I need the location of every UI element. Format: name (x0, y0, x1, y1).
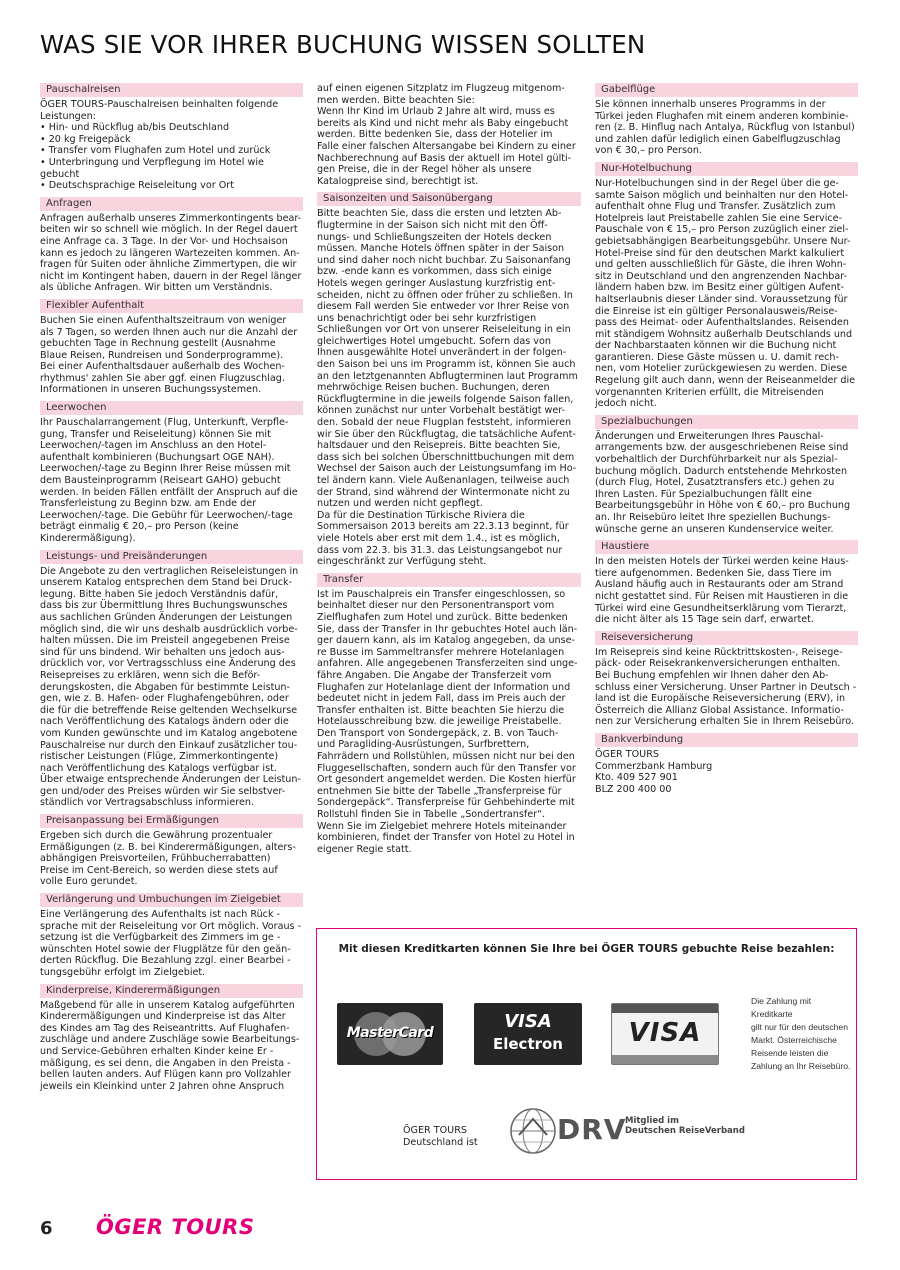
section-leistungs-und-preisaenderungen (40, 550, 303, 809)
drv-logo-text: DRV (557, 1113, 627, 1146)
page-title: WAS SIE VOR IHRER BUCHUNG WISSEN SOLLTEN (40, 30, 646, 59)
section-body: Die Angebote zu den vertraglichen Reiseleistungen in unserem Katalog entsprechen dem Stand bei Druck- legung. Bitte haben Sie jedoch Verständnis dafür, dass bis zur Übermittlung Ihres Buchungswunsches aus sachlichen Gründen Änderungen der Leistungen möglich sind, die wir uns deshalb ausdrücklich vorbe- halten müssen. Die im Preisteil angegebenen Preise sind für uns bindend. Wir behalten uns jedoch aus- drücklich vor, vor Vertragsschluss eine Änderung des Reisepreises zu erklären, wenn sich die Beför- derungskosten, die Abgaben für bestimmte Leistun- gen, wie z. B. Hafen- oder Flughafengebühren, oder die für die betreffende Reise geltenden Wechselkurse nach Veröffentlichung des Katalogs ändern oder die vom Kunden gewünschte und im Katalog angebotene Pauschalreise nur durch den Einkauf zusätzlicher tou- ristischer Leistungen (Flüge, Zimmerkontingente) nach Veröffentlichung des Katalogs verfügbar ist. Über etwaige entsprechende Änderungen der Leistun- gen und/oder des Preises würden wir Sie selbstver- ständlich vor Vertragsabschluss informieren. (40, 565, 301, 809)
section-anfragen (40, 197, 303, 294)
section-heading: Bankverbindung (595, 733, 858, 747)
column-2 (317, 83, 581, 860)
section-body: Ergeben sich durch die Gewährung prozentualer Ermäßigungen (z. B. bei Kinderermäßigungen, alters- abhängigen Preisvorteilen, Frühbucherrabatten) Preise im Cent-Bereich, so werden diese stets auf volle Euro gerundet. (40, 830, 296, 888)
visa-logo (611, 1003, 719, 1065)
visa-electron-label: Electron (492, 1035, 563, 1053)
section-body: Bitte beachten Sie, dass die ersten und letzten Ab- flugtermine in der Saison sich nicht mit den Öff- nungs- und Schließungszeiten der Hotels decken müssen. Manche Hotels öffnen später in der Saison und sind daher noch nicht buchbar. Zu Saisonanfang bzw. -ende kann es vorkommen, dass sich einige Hotels wegen geringer Auslastung kurzfristig ent- scheiden, nicht zu öffnen oder früher zu schließen. In diesem Fall werden Sie entweder vor Ihrer Reise von uns benachrichtigt oder bei sehr kurzfristigen Schließungen vor Ort von unserer Reiseleitung in ein gleichwertiges Hotel umgebucht. Sofern das von Ihnen ausgewählte Hotel unverändert in der folgen- den Saison bei uns im Programm ist, können Sie auch an den letztgenannten Abflugterminen laut Programm mehrwöchige Reisen buchen. Buchungen, deren Rückflugtermine in die jeweils folgende Saison fallen, können zunächst nur unter Vorbehalt bestätigt wer- den. Sobald der neue Flugplan feststeht, informieren wir Sie über den Rückflugtag, die tatsächliche Aufent- haltsdauer und den Reisepreis. Bitte beachten Sie, dass sich bei solchen Überschnittbuchungen mit dem Wechsel der Saison auch der Leistungsumfang im Ho- tel ändern kann. Viele Außenanlagen, teilweise auch der Strand, sind während der Wintermonate nicht zu nutzen und werden nicht gepflegt. Da für die Destination Türkische Riviera die Sommersaison 2013 bereits am 22.3.13 beginnt, für viele Hotels aber erst mit dem 1.4., ist es möglich, dass vom 22.3. bis 31.3. das Leistungsangebot nur eingeschränkt zur Verfügung steht. (317, 208, 578, 568)
drv-globe-icon (507, 1105, 559, 1157)
column-3 (595, 83, 858, 800)
section-flexibler-aufenthalt (40, 299, 303, 396)
section-heading: Reiseversicherung (595, 631, 858, 645)
visa-band-top (612, 1004, 718, 1013)
section-preisanpassung (40, 814, 303, 888)
section-saisonzeiten (317, 192, 581, 567)
brand-logo: ÖGER TOURS (96, 1215, 255, 1239)
section-reiseversicherung (595, 631, 858, 728)
section-heading: Haustiere (595, 540, 858, 554)
section-heading: Anfragen (40, 197, 303, 211)
section-body: auf einen eigenen Sitzplatz im Flugzeug mitgenom- men werden. Bitte beachten Sie: Wenn Ihr Kind im Urlaub 2 Jahre alt wird, muss es bereits als Kind und nicht mehr als Baby eingebucht werden. Bitte bedenken Sie, dass der Hotelier im Falle einer falschen Altersangabe bei Kindern zu einer Nachberechnung auf Basis der aktuell im Hotel gülti- gen Preise, die in der Regel höher als unsere Katalogpreise sind, berechtigt ist. (317, 83, 576, 187)
section-heading: Gabelflüge (595, 83, 858, 97)
section-body: In den meisten Hotels der Türkei werden keine Haus- tiere aufgenommen. Bedenken Sie, dass Tiere im Ausland häufig auch in Restaurants oder am Strand nicht gestattet sind. Für Reisen mit Haustieren in die Türkei wird eine Gesundheitserklärung vom Tierarzt, die nicht älter als 15 Tage sein darf, erwartet. (595, 556, 849, 626)
section-body: Ist im Pauschalpreis ein Transfer eingeschlossen, so beinhaltet dieser nur den Personentransport vom Zielflughafen zum Hotel und zurück. Bitte bedenken Sie, dass der Transfer in Ihr gebuchtes Hotel auch län- ger dauern kann, als im Katalog angegeben, da unse- re Busse im Sammeltransfer mehrere Hotelanlagen anfahren. Alle angegebenen Transferzeiten sind unge- fähre Angaben. Die Angabe der Transferzeit vom Flughafen zur Hotelanlage dient der Information und bedeutet nicht in jedem Fall, dass im Preis auch der Transfer enthalten ist. Bitte beachten Sie hierzu die Hotelausschreibung bzw. die jeweilige Preistabelle. Den Transport von Sondergepäck, z. B. von Tauch- und Paragliding-Ausrüstungen, Surfbrettern, Fahrrädern und Rollstühlen, müssen nicht nur bei den Fluggesellschaften, sondern auch für den Transfer vor Ort gesondert angemeldet werden. Die Kosten hierfür entnehmen Sie bitte der Tabelle „Transferpreise für Sondergepäck“. Transferpreise für Gehbehinderte mit Rollstuhl finden Sie in Tabelle „Sondertransfer“. Wenn Sie im Zielgebiet mehrere Hotels miteinander kombinieren, findet der Transfer von Hotel zu Hotel in eigener Regie statt. (317, 588, 578, 855)
credit-card-note: Die Zahlung mit Kreditkarte gilt nur für den deutschen Markt. Österreichische Reisende leisten die Zahlung an Ihr Reisebüro. (751, 996, 851, 1071)
credit-card-title: Mit diesen Kreditkarten können Sie Ihre bei ÖGER TOURS gebuchte Reise bezahlen: (338, 943, 835, 955)
visa-electron-visa-label: VISA (504, 1011, 552, 1032)
section-body: Sie können innerhalb unseres Programms in der Türkei jeden Flughafen mit einem anderen kombinie- ren (z. B. Hinflug nach Antalya, Rückflug von Istanbul) und zahlen dafür lediglich einen Gabelflugzuschlag von € 30,– pro Person. (595, 99, 855, 157)
section-heading: Transfer (317, 573, 581, 587)
mastercard-logo (337, 1003, 443, 1065)
section-heading: Spezialbuchungen (595, 415, 858, 429)
section-body: Nur-Hotelbuchungen sind in der Regel über die ge- samte Saison möglich und beinhalten nur den Hotel- aufenthalt ohne Flug und Transfer. Zusätzlich zum Hotelpreis laut Preistabelle zahlen Sie eine Service- Pauschale von € 15,– pro Person zuzüglich einer ziel- gebietsabhängigen Bearbeitungsgebühr. Unsere Nur- Hotel-Preise sind für den deutschen Markt kalkuliert und gelten ausschließlich für Gäste, die ihren Wohn- sitz in Deutschland und den angrenzenden Nachbar- ländern haben bzw. im Besitz einer gültigen Aufent- haltserlaubnis dieser Länder sind. Voraussetzung für die Einreise ist ein gültiger Personalausweis/Reise- pass des Heimat- oder Aufenthaltslandes. Reisenden mit ständigem Wohnsitz außerhalb Deutschlands und der Nachbarstaaten können wir die Buchung nicht garantieren. Diese Gäste müssen u. U. damit rech- nen, vom Hotelier zurückgewiesen zu werden. Diese Regelung gilt auch dann, wenn der Reiseanmelder die vorgenannten Kriterien erfüllt, die Mitreisenden jedoch nicht. (595, 177, 856, 410)
section-body: Anfragen außerhalb unseres Zimmerkontingents bear- beiten wir so schnell wie möglich. In der Regel dauert eine Anfrage ca. 3 Tage. In der Vor- und Hochsaison kann es jedoch zu längeren Wartezeiten kommen. An- fragen für Suiten oder ähnliche Zimmertypen, die wir nicht im Kontingent haben, dauern in der Regel länger als übliche Anfragen. Wir bitten um Verständnis. (40, 212, 302, 294)
section-kinderpreise-continued (317, 83, 581, 187)
column-1 (40, 83, 303, 1097)
section-heading: Preisanpassung bei Ermäßigungen (40, 814, 303, 828)
section-spezialbuchungen (595, 415, 858, 535)
visa-band-bottom (612, 1055, 718, 1064)
section-haustiere (595, 540, 858, 626)
drv-logo (507, 1101, 767, 1163)
page-number: 6 (40, 1218, 53, 1239)
section-heading: Leerwochen (40, 401, 303, 415)
credit-card-box (316, 928, 857, 1180)
section-pauschalreisen (40, 83, 303, 192)
section-leerwochen (40, 401, 303, 545)
section-body: Buchen Sie einen Aufenthaltszeitraum von weniger als 7 Tagen, so werden Ihnen auch nur die Anzahl der gebuchten Tage in Rechnung gestellt (Ausnahme Blaue Reisen, Rundreisen und Sonderprogramme). Bei einer Aufenthaltsdauer außerhalb des Wochen- rhythmus' zahlen Sie aber ggf. einen Flugzuschlag. Informationen in unseren Buchungssystemen. (40, 314, 298, 396)
section-bankverbindung (595, 733, 858, 795)
section-heading: Pauschalreisen (40, 83, 303, 97)
section-body: Ihr Pauschalarrangement (Flug, Unterkunft, Verpfle- gung, Transfer und Reiseleitung) können Sie mit Leerwochen/-tagen im Anschluss an den Hotel- aufenthalt kombinieren (Buchungsart OGE NAH). Leerwochen/-tage zu Beginn Ihrer Reise müssen mit dem Bausteinprogramm (Reiseart GAHO) gebucht werden. In beiden Fällen entfällt der Anspruch auf die Transferleistung zu Beginn bzw. am Ende der Leerwochen/-tage. Die Gebühr für Leerwochen/-tage beträgt einmalig € 20,– pro Person (keine Kinderermäßigung). (40, 417, 298, 544)
drv-member-label: ÖGER TOURS Deutschland ist (403, 1125, 478, 1148)
section-body: ÖGER TOURS Commerzbank Hamburg Kto. 409 527 901 BLZ 200 400 00 (595, 748, 713, 795)
section-heading: Kinderpreise, Kinderermäßigungen (40, 984, 303, 998)
section-verlaengerung (40, 893, 303, 979)
visa-label: VISA (628, 1018, 702, 1048)
section-body: Maßgebend für alle in unserem Katalog aufgeführten Kinderermäßigungen und Kinderpreise ist das Alter des Kindes am Tag des Reiseantritts. Auf Flughafen- zuschläge und andere Zuschläge sowie Bearbeitungs- und Service-Gebühren erhalten Kinder keine Er - mäßigung, es sei denn, die Angaben in den Preista - bellen lauten anders. Auf Flügen kann pro Vollzahler jeweils ein Kleinkind unter 2 Jahren ohne Anspruch (40, 999, 300, 1092)
drv-logo-subtitle: Mitglied im Deutschen ReiseVerband (625, 1116, 745, 1136)
mastercard-label: MasterCard (346, 1025, 434, 1041)
section-body: Im Reisepreis sind keine Rücktrittskosten-, Reisege- päck- oder Reisekrankenversicherungen enthalten. Bei Buchung empfehlen wir Ihnen daher den Ab- schluss einer Versicherung. Unser Partner in Deutsch - land ist die Europäische Reiseversicherung (ERV), in Österreich die Allianz Global Assistance. Informatio- nen zur Versicherung erhalten Sie in Ihrem Reisebüro. (595, 646, 857, 728)
section-kinderpreise (40, 984, 303, 1093)
visa-electron-logo (474, 1003, 582, 1065)
section-nur-hotelbuchung (595, 162, 858, 410)
section-heading: Flexibler Aufenthalt (40, 299, 303, 313)
section-body: Eine Verlängerung des Aufenthalts ist nach Rück - sprache mit der Reiseleitung vor Ort möglich. Voraus - setzung ist die Verfügbarkeit des Zimmers im ge - wünschten Hotel sowie der Flugplätze für den geän- derten Rückflug. Die Bezahlung zzgl. einer Bearbei - tungsgebühr erfolgt im Zielgebiet. (40, 909, 302, 978)
section-body: ÖGER TOURS-Pauschalreisen beinhalten folgende Leistungen: • Hin- und Rückflug ab/bis Deutschland • 20 kg Freigepäck • Transfer vom Flughafen zum Hotel und zurück • Unterbringung und Verpflegung im Hotel wie gebucht • Deutschsprachige Reiseleitung vor Ort (40, 99, 279, 192)
section-gabelfluege (595, 83, 858, 157)
section-heading: Nur-Hotelbuchung (595, 162, 858, 176)
section-body: Änderungen und Erweiterungen Ihres Pauschal- arrangements bzw. der ausgeschriebenen Reise sind vorbehaltlich der Durchführbarkeit nur als Spezial- buchung möglich. Dadurch entstehende Mehrkosten (durch Flug, Hotel, Zusatztransfers etc.) gehen zu Ihren Lasten. Für Spezialbuchungen fällt eine Bearbeitungsgebühr in Höhe von € 60,– pro Buchung an. Ihr Reisebüro leitet Ihre speziellen Buchungs- wünsche gerne an unseren Kundenservice weiter. (595, 430, 851, 535)
section-heading: Saisonzeiten und Saisonübergang (317, 192, 581, 206)
section-heading: Verlängerung und Umbuchungen im Zielgebiet (40, 893, 303, 907)
section-transfer (317, 573, 581, 856)
section-heading: Leistungs- und Preisänderungen (40, 550, 303, 564)
